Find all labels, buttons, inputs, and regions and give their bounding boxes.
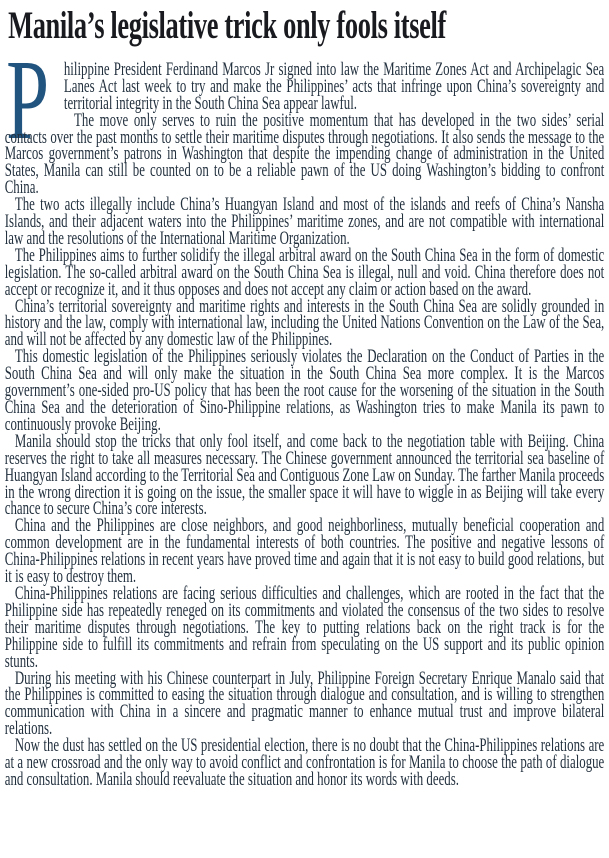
article-title: Manila’s legislative trick only fools itself <box>8 4 446 47</box>
article-paragraph: Manila should stop the tricks that only fool itself, and come back to the negotiation table with Beijing. China reserves the right to take all measures necessary. The Chinese government announced the territorial sea baseline of Huangyan Island according to the Territorial Sea and Contiguous Zone Law on Sunday. The farther Manila proceeds in the wrong direction it is going on the issue, the smaller space it will have to wiggle in as Beijing will take every chance to secure China’s core interests. <box>4 430 605 520</box>
article-paragraph: Philippine President Ferdinand Marcos Jr signed into law the Maritime Zones Act and Archipelagic Sea Lanes Act last week to try and make the Philippines’ acts that infringe upon China’s sovereignty and territorial integrity in the South China Sea appear lawful. <box>6 35 605 163</box>
article-paragraph: The two acts illegally include China’s Huangyan Island and most of the islands and reefs of China’s Nansha Islands, and their adjacent waters into the Philippines’ maritime zones, and are not compatible with international law and the resolutions of the International Maritime Organization. <box>4 194 605 249</box>
article-body <box>4 35 605 790</box>
article-paragraph: The Philippines aims to further solidify the illegal arbitral award on the South China Sea in the form of domestic legislation. The so-called arbitral award on the South China Sea is illegal, null and void. China therefore does not accept or recognize it, and it thus opposes and does not accept any claim or action based on the award. <box>4 244 605 300</box>
article-paragraph: Now the dust has settled on the US presidential election, there is no doubt that the China-Philippines relations are at a new crossroad and the only way to avoid conflict and confrontation is for Manila to choose the path of dialogue and consultation. Manila should reevaluate the situation and honor its words with deeds. <box>4 735 605 790</box>
article-paragraph: This domestic legislation of the Philippines seriously violates the Declaration on the Conduct of Parties in the South China Sea and will only make the situation in the South China Sea more complex. It is the Marcos government’s one-sided pro-US policy that has been the root cause for the worsening of the situation in the South China Sea and the deterioration of Sino-Philippine relations, as Washington tries to make Manila its pawn to continuously provoke Beijing. <box>4 346 605 435</box>
article-paragraph: The move only serves to ruin the positive momentum that has developed in the two sides’ serial contacts over the past months to settle their maritime disputes through negotiations. It also sends the message to the Marcos government’s patrons in Washington that despite the impending change of administration in the United States, Manila can still be counted on to be a reliable pawn of the US doing Washington’s bidding to confront China. <box>4 109 605 199</box>
article-paragraph: China and the Philippines are close neighbors, and good neighborliness, mutually beneficial cooperation and common development are in the fundamental interests of both countries. The positive and negative lessons of China-Philippines relations in recent years have proved time and again that it is not easy to build good relations, but it is easy to destroy them. <box>4 515 605 588</box>
article-paragraph: China’s territorial sovereignty and maritime rights and interests in the South China Sea are solidly grounded in history and the law, comply with international law, including the United Nations Convention on the Law of the Sea, and will not be affected by any domestic law of the Philippines. <box>4 295 605 351</box>
article-column <box>0 5 609 789</box>
article-paragraph: During his meeting with his Chinese counterpart in July, Philippine Foreign Secretary Enrique Manalo said that the Philippines is committed to easing the situation through dialogue and consultation, and is willing to strengthen communication with China in a sincere and pragmatic manner to enhance mutual trust and improve bilateral relations. <box>4 667 605 740</box>
dropcap-letter: P <box>6 35 49 163</box>
article-paragraph: China-Philippines relations are facing serious difficulties and challenges, which are rooted in the fact that the Philippine side has repeatedly reneged on its commitments and violated the consensus of the two sides to resolve their maritime disputes through negotiations. The key to putting relations back on the right track is for the Philippine side to fulfill its commitments and refrain from speculating on the US support and its public opinion stunts. <box>4 582 605 672</box>
